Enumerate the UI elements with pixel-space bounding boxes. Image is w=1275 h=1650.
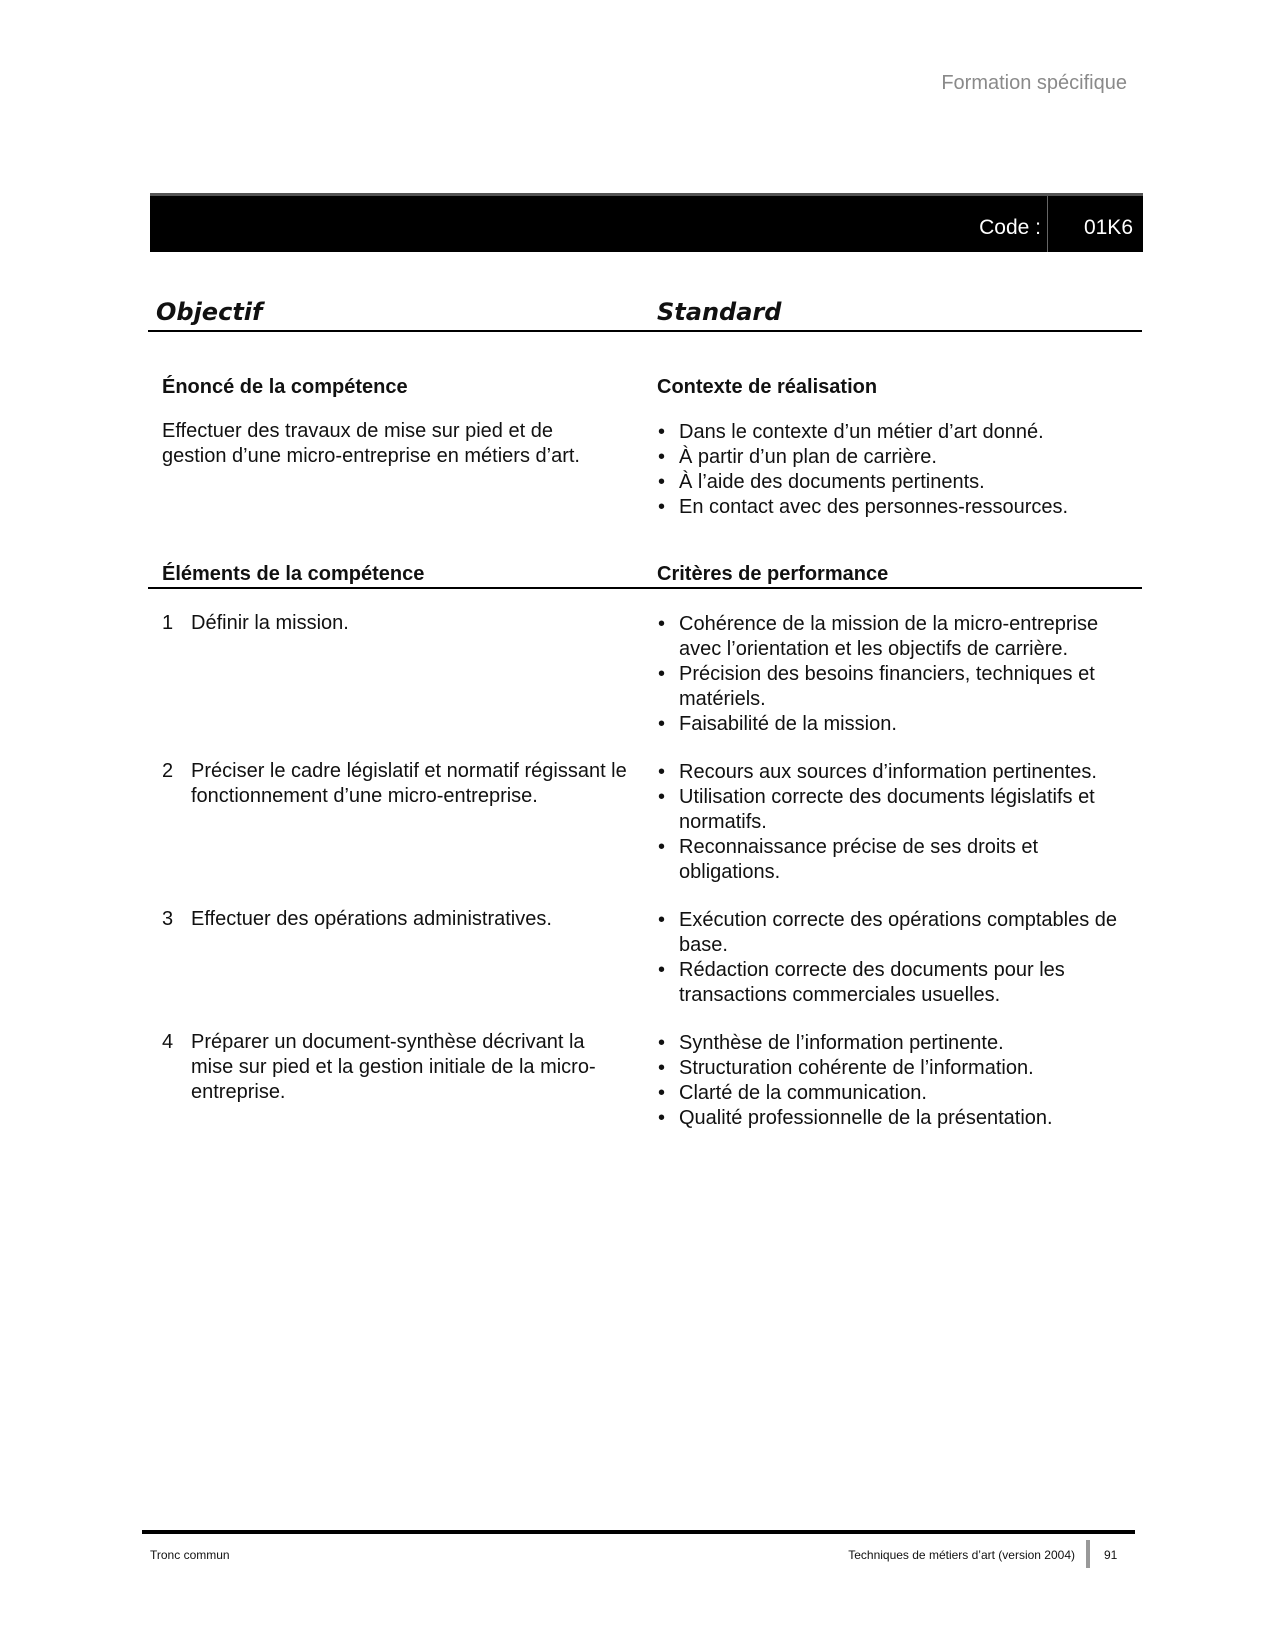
list-item: • Exécution correcte des opérations comptables de base. xyxy=(657,908,1127,958)
code-divider xyxy=(1047,196,1048,252)
contexte-heading: Contexte de réalisation xyxy=(657,376,878,398)
element-item-4 xyxy=(162,1030,632,1105)
contexte-list xyxy=(657,420,1107,520)
list-item: • Reconnaissance précise de ses droits et obligations. xyxy=(657,835,1127,885)
element-item-1 xyxy=(162,611,632,636)
element-number: 4 xyxy=(162,1031,174,1053)
element-text: Préparer un document-synthèse décrivant la mise sur pied et la gestion initiale de la micro-entreprise. xyxy=(191,1031,596,1103)
element-number: 2 xyxy=(162,760,174,782)
elements-rule xyxy=(148,587,642,589)
list-item: • Synthèse de l’information pertinente. xyxy=(657,1031,1127,1056)
header-rule xyxy=(148,330,1142,332)
footer-section: Tronc commun xyxy=(150,1548,230,1562)
list-item: • Recours aux sources d’information pertinentes. xyxy=(657,760,1127,785)
element-item-2 xyxy=(162,759,632,809)
list-item: • Cohérence de la mission de la micro-entreprise avec l’orientation et les objectifs de carrière. xyxy=(657,612,1127,662)
elements-heading: Éléments de la compétence xyxy=(162,563,425,585)
page-number: 91 xyxy=(1104,1548,1118,1562)
element-number: 3 xyxy=(162,908,174,930)
list-item: • Utilisation correcte des documents législatifs et normatifs. xyxy=(657,785,1127,835)
criteres-list-2 xyxy=(657,760,1127,885)
standard-heading: Standard xyxy=(657,298,782,326)
list-item: • Dans le contexte d’un métier d’art donné. xyxy=(657,420,1107,445)
criteres-heading: Critères de performance xyxy=(657,563,889,585)
objectif-heading: Objectif xyxy=(156,298,263,326)
criteres-list-4 xyxy=(657,1031,1127,1131)
element-text: Définir la mission. xyxy=(191,612,349,634)
running-header: Formation spécifique xyxy=(941,72,1127,94)
code-label: Code : xyxy=(979,216,1041,239)
list-item: • En contact avec des personnes-ressources. xyxy=(657,495,1107,520)
list-item: • Précision des besoins financiers, techniques et matériels. xyxy=(657,662,1127,712)
enonce-text: Effectuer des travaux de mise sur pied et de gestion d’une micro-entreprise en métiers d’art. xyxy=(162,420,580,467)
element-text: Préciser le cadre législatif et normatif régissant le fonctionnement d’une micro-entreprise. xyxy=(191,760,627,807)
code-value: 01K6 xyxy=(1083,216,1133,239)
criteres-list-1 xyxy=(657,612,1127,737)
list-item: • Rédaction correcte des documents pour les transactions commerciales usuelles. xyxy=(657,958,1127,1008)
list-item: • Faisabilité de la mission. xyxy=(657,712,1127,737)
element-text: Effectuer des opérations administratives. xyxy=(191,908,552,930)
list-item: • À partir d’un plan de carrière. xyxy=(657,445,1107,470)
footer-rule xyxy=(142,1530,1135,1534)
list-item: • À l’aide des documents pertinents. xyxy=(657,470,1107,495)
element-item-3 xyxy=(162,907,632,932)
list-item: • Structuration cohérente de l’information. xyxy=(657,1056,1127,1081)
footer-separator xyxy=(1086,1540,1090,1568)
list-item: • Clarté de la communication. xyxy=(657,1081,1127,1106)
code-bar xyxy=(150,193,1143,252)
criteres-rule xyxy=(642,587,1142,589)
element-number: 1 xyxy=(162,612,174,634)
list-item: • Qualité professionnelle de la présentation. xyxy=(657,1106,1127,1131)
footer-program-title: Techniques de métiers d’art (version 2004) xyxy=(848,1548,1075,1562)
enonce-heading: Énoncé de la compétence xyxy=(162,376,408,398)
criteres-list-3 xyxy=(657,908,1127,1008)
